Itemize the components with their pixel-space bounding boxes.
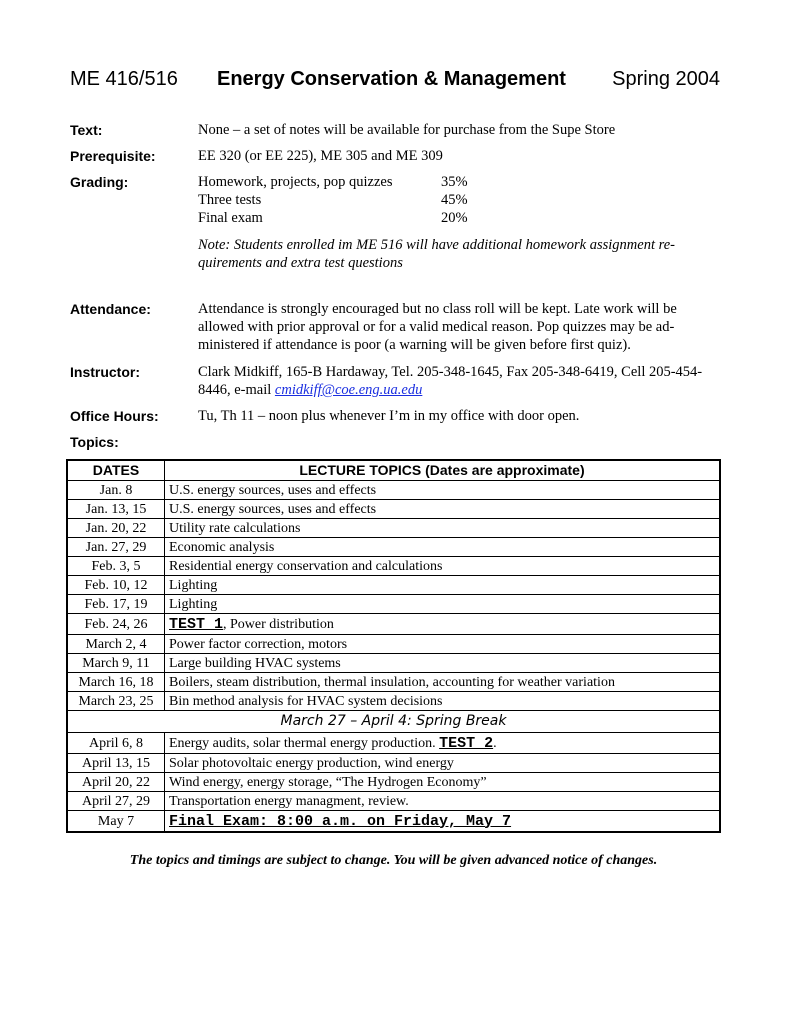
instructor-label: Instructor: — [70, 364, 140, 380]
table-row — [67, 733, 720, 754]
grading-item-name: Three tests — [198, 192, 262, 208]
course-title: Energy Conservation & Management — [217, 68, 566, 90]
row-topic: Lighting — [165, 595, 721, 614]
prerequisite-label: Prerequisite: — [70, 148, 156, 164]
instructor-email-link[interactable]: cmidkiff@coe.eng.ua.edu — [274, 382, 423, 398]
row-topic — [165, 733, 721, 754]
row-topic: Solar photovoltaic energy production, wind energy — [165, 754, 721, 773]
table-row — [67, 692, 720, 711]
row-date: Feb. 24, 26 — [67, 614, 165, 635]
course-code: ME 416/516 — [70, 68, 178, 90]
instructor-details: Clark Midkiff, 165-B Hardaway, Tel. 205-348-1645, Fax 205-348-6419, Cell 205-454-8446, e-mail — [198, 364, 703, 398]
row-date: April 6, 8 — [67, 733, 165, 754]
row-date: Jan. 13, 15 — [67, 500, 165, 519]
row-date: Jan. 20, 22 — [67, 519, 165, 538]
row-date: Jan. 27, 29 — [67, 538, 165, 557]
row-topic: U.S. energy sources, uses and effects — [165, 500, 721, 519]
row-topic: Residential energy conservation and calculations — [165, 557, 721, 576]
grading-item-percent: 20% — [441, 210, 468, 226]
row-topic-text: Energy audits, solar thermal energy production. — [169, 735, 440, 751]
table-row — [67, 557, 720, 576]
table-row — [67, 635, 720, 654]
row-date: March 16, 18 — [67, 673, 165, 692]
row-topic: Economic analysis — [165, 538, 721, 557]
row-date: Feb. 10, 12 — [67, 576, 165, 595]
topics-table — [66, 459, 721, 833]
office-hours-label: Office Hours: — [70, 408, 159, 424]
table-row — [67, 614, 720, 635]
row-date: April 20, 22 — [67, 773, 165, 792]
table-row — [67, 576, 720, 595]
course-term: Spring 2004 — [612, 68, 720, 90]
table-header-row — [67, 460, 720, 481]
table-row — [67, 754, 720, 773]
office-hours-value: Tu, Th 11 – noon plus whenever I’m in my office with door open. — [198, 408, 580, 424]
row-date: Feb. 3, 5 — [67, 557, 165, 576]
grading-item-percent: 45% — [441, 192, 468, 208]
document-header — [70, 68, 720, 98]
grading-note: Note: Students enrolled im ME 516 will have additional homework assignment re-quirements and extra test questions — [198, 237, 675, 271]
table-row — [67, 500, 720, 519]
row-date: March 2, 4 — [67, 635, 165, 654]
table-row — [67, 538, 720, 557]
grading-item-name: Homework, projects, pop quizzes — [198, 174, 393, 190]
row-topic: U.S. energy sources, uses and effects — [165, 481, 721, 500]
spring-break-row — [67, 711, 720, 733]
test-1-label: TEST 1 — [169, 615, 224, 633]
table-row — [67, 673, 720, 692]
topics-label: Topics: — [70, 434, 119, 450]
row-topic: Large building HVAC systems — [165, 654, 721, 673]
row-topic — [165, 614, 721, 635]
table-row — [67, 654, 720, 673]
table-row — [67, 792, 720, 811]
topics-column-header: LECTURE TOPICS (Dates are approximate) — [165, 460, 721, 481]
row-topic: Transportation energy managment, review. — [165, 792, 721, 811]
row-topic: Boilers, steam distribution, thermal insulation, accounting for weather variation — [165, 673, 721, 692]
grading-item-name: Final exam — [198, 210, 263, 226]
row-date: Jan. 8 — [67, 481, 165, 500]
row-topic-text: , Power distribution — [223, 616, 334, 632]
row-topic: Utility rate calculations — [165, 519, 721, 538]
text-value: None – a set of notes will be available for purchase from the Supe Store — [198, 122, 616, 138]
table-row — [67, 519, 720, 538]
row-date: April 27, 29 — [67, 792, 165, 811]
prerequisite-value: EE 320 (or EE 225), ME 305 and ME 309 — [198, 148, 443, 164]
row-date: March 9, 11 — [67, 654, 165, 673]
grading-label: Grading: — [70, 174, 129, 190]
row-date: May 7 — [67, 811, 165, 833]
footer-notice: The topics and timings are subject to change. You will be given advanced notice of changes. — [129, 853, 658, 868]
row-topic: Bin method analysis for HVAC system decisions — [165, 692, 721, 711]
final-exam-text: Final Exam: 8:00 a.m. on Friday, May 7 — [169, 812, 512, 830]
dates-column-header: DATES — [67, 460, 165, 481]
row-topic: Wind energy, energy storage, “The Hydrogen Economy” — [165, 773, 721, 792]
grading-item — [198, 174, 468, 191]
row-topic — [165, 811, 721, 833]
final-exam-row — [67, 811, 720, 833]
grading-item — [198, 192, 468, 209]
row-date: March 23, 25 — [67, 692, 165, 711]
text-label: Text: — [70, 122, 103, 138]
row-topic: Power factor correction, motors — [165, 635, 721, 654]
instructor-value — [198, 363, 713, 399]
table-row — [67, 481, 720, 500]
spring-break-text: March 27 – April 4: Spring Break — [67, 711, 720, 733]
table-row — [67, 595, 720, 614]
row-topic-end: . — [493, 735, 497, 751]
attendance-label: Attendance: — [70, 301, 151, 317]
test-2-label: TEST 2 — [439, 734, 494, 752]
grading-item-percent: 35% — [441, 174, 468, 190]
table-row — [67, 773, 720, 792]
attendance-value: Attendance is strongly encouraged but no class roll will be kept. Late work will be allowed with prior approval or for a valid medical reason. Pop quizzes may be ad-ministered if attendance is poor (a warning will be given before first quiz). — [198, 301, 677, 353]
row-topic: Lighting — [165, 576, 721, 595]
row-date: Feb. 17, 19 — [67, 595, 165, 614]
grading-item — [198, 210, 468, 227]
row-date: April 13, 15 — [67, 754, 165, 773]
